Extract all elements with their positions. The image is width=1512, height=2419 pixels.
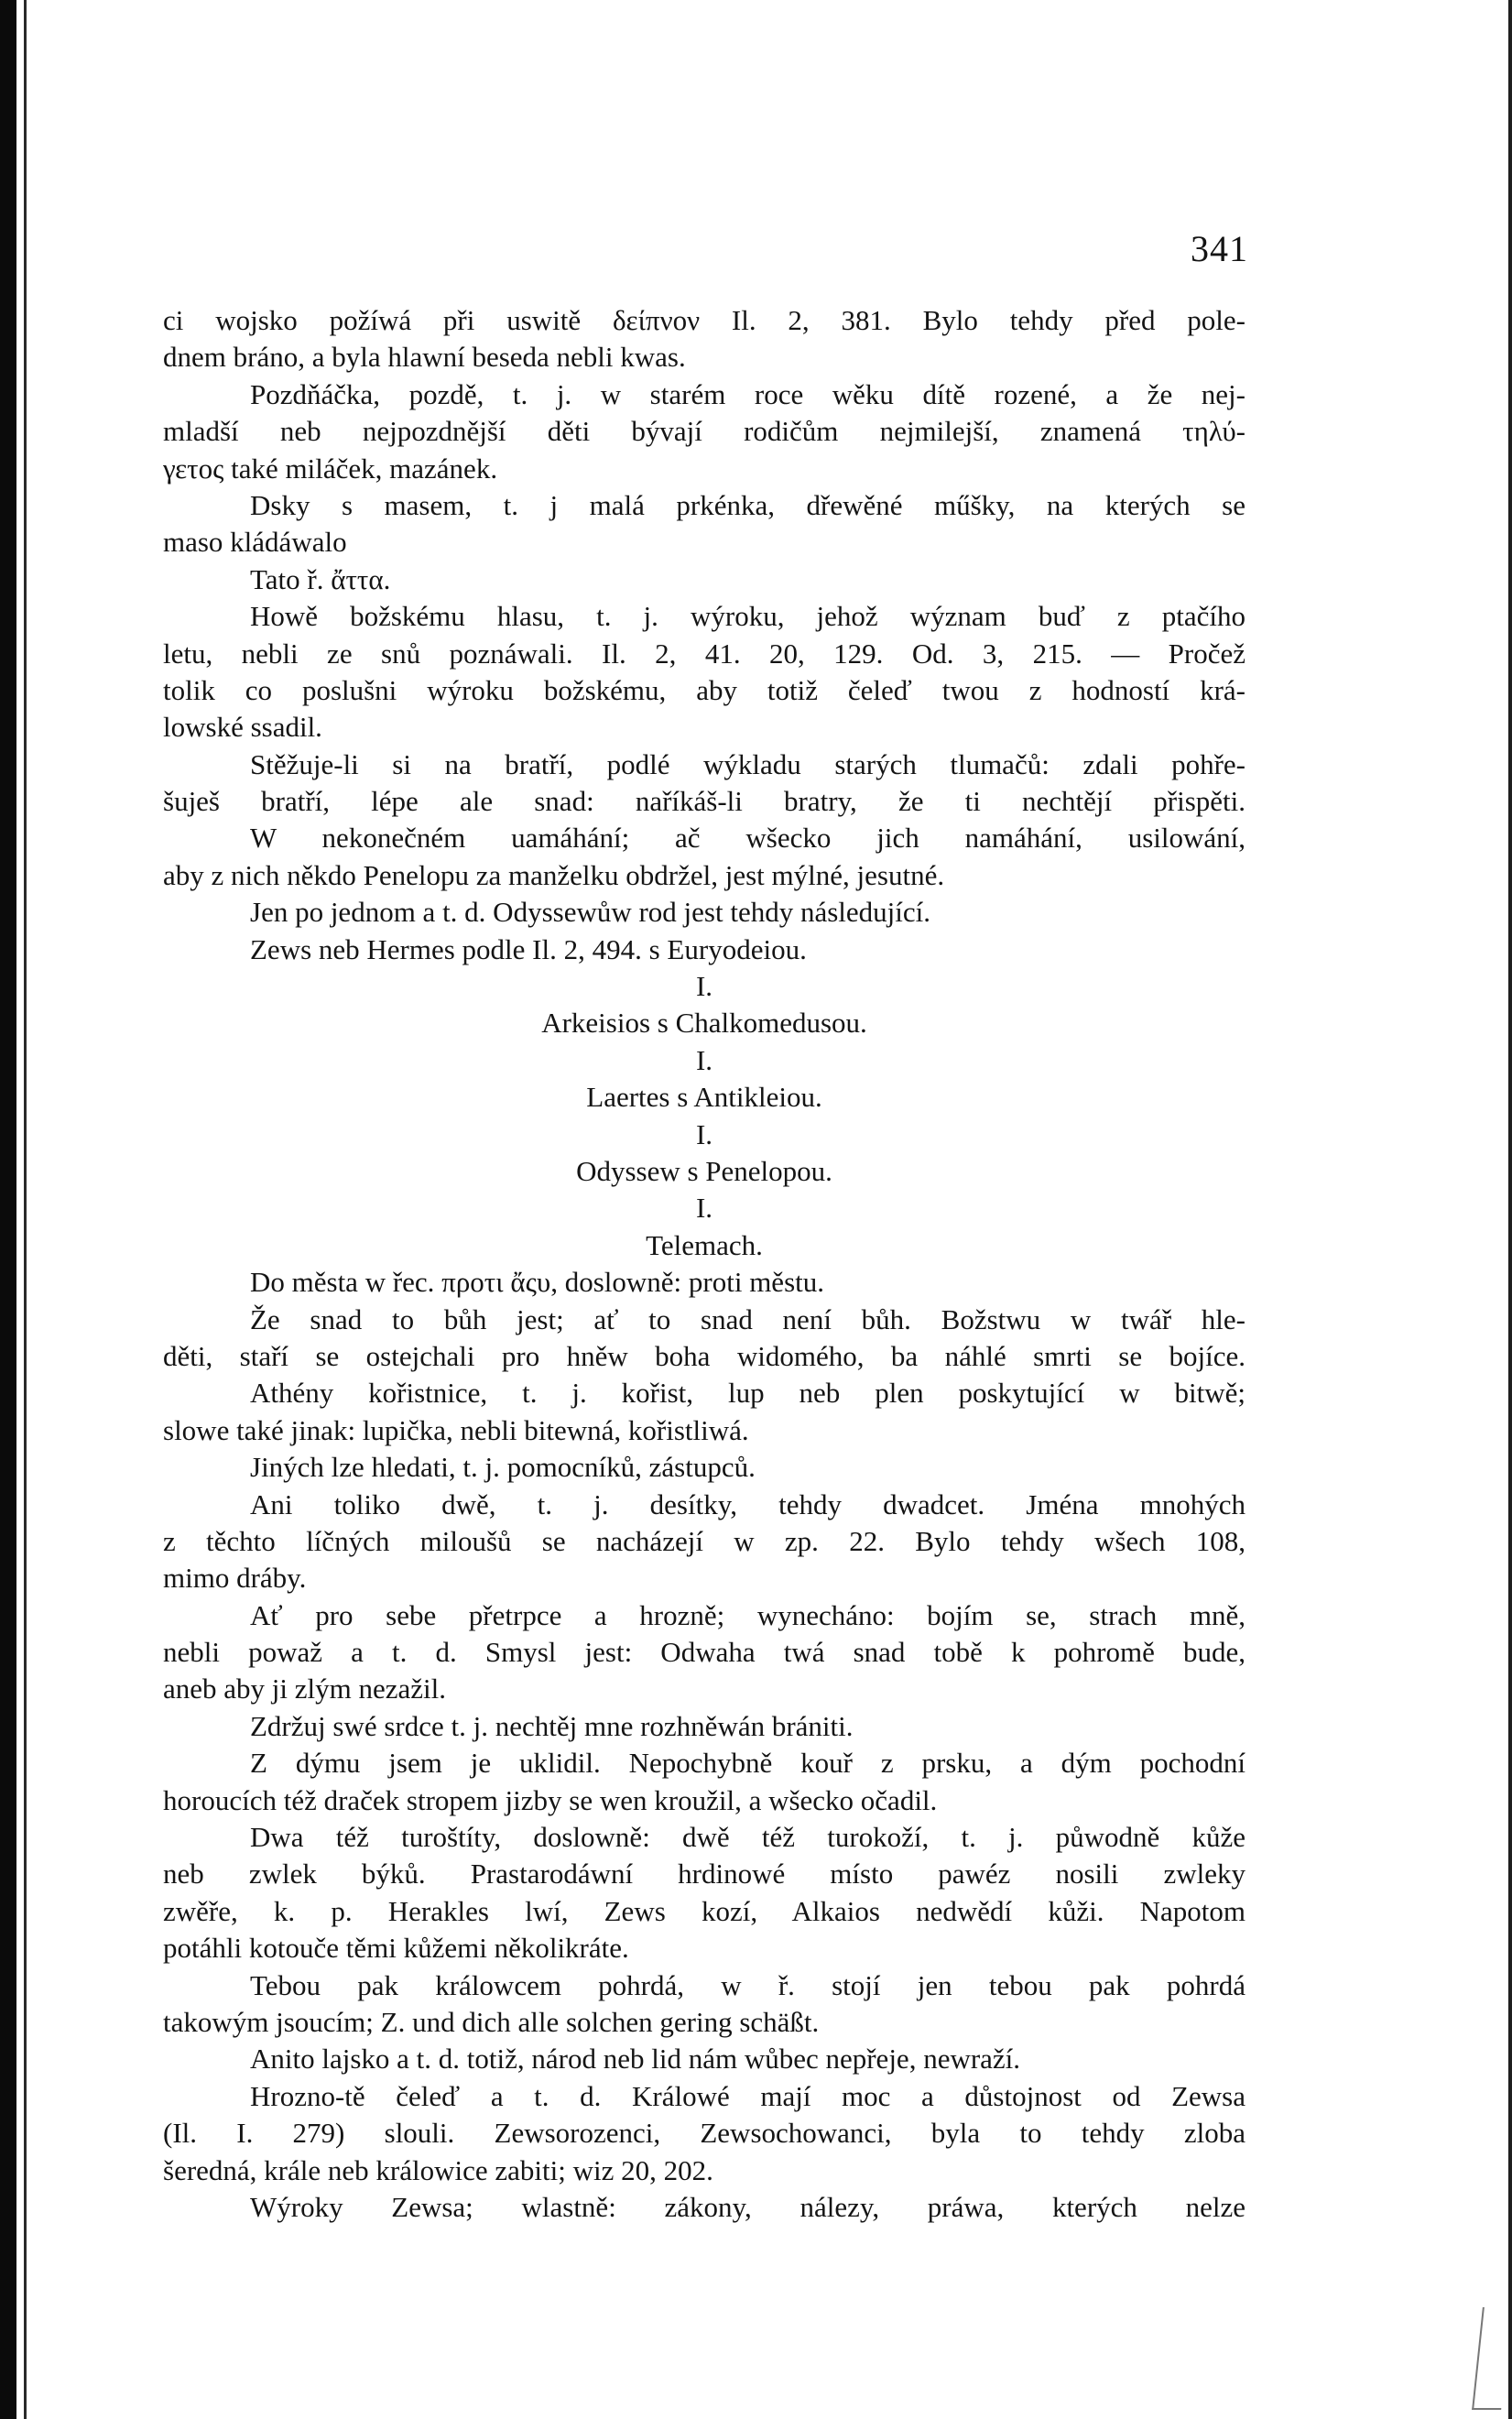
genealogy-line: I. (695, 1117, 713, 1150)
text-line: Hrozno-tě čeleď a t. d. Králowé mají moc a důstojnost od Zewsa (250, 2079, 1245, 2112)
text-line: (Il. I. 279) slouli. Zewsorozenci, Zewsochowanci, byla to tehdy zloba (163, 2117, 1245, 2150)
text-line: Jiných lze hledati, t. j. pomocníků, zástupců. (250, 1451, 756, 1484)
text-line: Z dýmu jsem je uklidil. Nepochybně kouř z prsku, a dým pochodní (250, 1747, 1245, 1780)
genealogy-line: I. (695, 970, 713, 1003)
text-line: W nekonečném uamáhání; ač wšecko jich namáhání, usilowání, (250, 822, 1245, 855)
page-number: 341 (1191, 228, 1248, 269)
text-line: nebli powaž a t. d. Smysl jest: Odwaha twá snad tobě k pohromě bude, (163, 1636, 1245, 1669)
text-line: lowské ssadil. (163, 711, 322, 744)
text-line: Tebou pak králowcem pohrdá, w ř. stojí jen tebou pak pohrdá (250, 1968, 1245, 2001)
text-line: z těchto líčných miloušů se nacházejí w zp. 22. Bylo tehdy wšech 108, (163, 1524, 1245, 1557)
text-line: slowe také jinak: lupička, nebli bitewná, kořistliwá. (163, 1413, 749, 1446)
text-line: Howě božskému hlasu, t. j. wýroku, jehož wýznam buď z ptačího (250, 600, 1245, 633)
text-line: Dwa též turoštíty, doslowně: dwě též turokoží, t. j. půwodně kůže (250, 1821, 1245, 1854)
text-line: γετος také miláček, mazánek. (163, 452, 498, 485)
text-line: Zdržuj swé srdce t. j. nechtěj mne rozhněwán brániti. (250, 1709, 854, 1742)
text-line: děti, staří se ostejchali pro hněw boha widomého, ba náhlé smrti se bojíce. (163, 1339, 1245, 1372)
text-line: Ať pro sebe přetrpce a hrozně; wynecháno: bojím se, strach mně, (250, 1598, 1245, 1631)
text-line: Stěžuje-li si na bratří, podlé wýkladu starých tlumačů: zdali pohře- (250, 747, 1245, 780)
text-line: aby z nich někdo Penelopu za manželku obdržel, jest mýlné, jesutné. (163, 858, 945, 891)
text-line: Do města w řec. προτι ἄςυ, doslowně: proti městu. (250, 1266, 824, 1299)
page-curl-mark (1472, 2307, 1512, 2410)
text-line: šeredná, krále neb králowice zabiti; wiz 20, 202. (163, 2153, 713, 2186)
scan-edge-right (1508, 0, 1512, 2419)
text-line: Anito lajsko a t. d. totiž, národ neb lid nám wůbec nepřeje, newraží. (250, 2043, 1021, 2076)
text-line: Pozdňáčka, pozdě, t. j. w starém roce wěku dítě rozené, a že nej- (250, 377, 1245, 410)
text-line: Že snad to bůh jest; ať to snad není bůh. Božstwu w twář hle- (250, 1302, 1245, 1335)
genealogy-line: Laertes s Antikleiou. (586, 1081, 822, 1114)
genealogy-line: Odyssew s Penelopou. (576, 1154, 832, 1187)
text-line: aneb aby ji zlým nezažil. (163, 1673, 447, 1705)
text-line: Ani toliko dwě, t. j. desítky, tehdy dwadcet. Jména mnohých (250, 1487, 1245, 1520)
text-line: Zews neb Hermes podle Il. 2, 494. s Euryodeiou. (250, 932, 807, 965)
genealogy-line: Arkeisios s Chalkomedusou. (541, 1007, 867, 1040)
text-line: ci wojsko požíwá při uswitě δείπνον Il. 2, 381. Bylo tehdy před pole- (163, 304, 1245, 336)
genealogy-line: I. (695, 1192, 713, 1225)
text-line: horoucích též draček stropem jizby se wen kroužil, a wšecko očadil. (163, 1783, 938, 1816)
text-line: tolik co poslušni wýroku božskému, aby totiž čeleď twou z hodností krá- (163, 673, 1245, 706)
text-line: neb zwlek býků. Prastarodáwní hrdinowé místo pawéz nosili zwleky (163, 1858, 1245, 1891)
text-line: mladší neb nejpozdnější děti bývají rodičům nejmilejší, znamená τηλύ- (163, 415, 1245, 448)
text-line: maso kládáwalo (163, 526, 347, 559)
text-line: mimo dráby. (163, 1562, 307, 1595)
text-line: Jen po jednom a t. d. Odyssewůw rod jest tehdy následující. (250, 896, 931, 929)
text-line: letu, nebli ze snů poznáwali. Il. 2, 41. 20, 129. Od. 3, 215. — Pročež (163, 637, 1245, 670)
text-line: potáhli kotouče těmi kůžemi několikráte. (163, 1932, 629, 1965)
scan-edge-left (0, 0, 16, 2419)
text-line: zwěře, k. p. Herakles lwí, Zews kozí, Alkaios nedwědí kůži. Napotom (163, 1894, 1245, 1927)
text-line: Wýroky Zewsa; wlastně: zákony, nálezy, práwa, kterých nelze (250, 2190, 1245, 2223)
text-line: dnem bráno, a byla hlawní beseda nebli kwas. (163, 341, 686, 374)
scan-edge-left-rule (24, 0, 27, 2419)
genealogy-line: I. (695, 1043, 713, 1076)
text-line: šuješ bratří, lépe ale snad: naříkáš-li bratry, že ti nechtějí přispěti. (163, 785, 1245, 818)
text-line: Athény kořistnice, t. j. kořist, lup neb plen poskytující w bitwě; (250, 1377, 1245, 1410)
text-line: Dsky s masem, t. j malá prkénka, dřewěné műšky, na kterých se (250, 488, 1245, 521)
page-body (163, 302, 1245, 2226)
text-line: takowým jsoucím; Z. und dich alle solchen gering schäßt. (163, 2005, 820, 2038)
text-line: Tato ř. ἄττα. (250, 562, 391, 595)
genealogy-line: Telemach. (646, 1228, 763, 1261)
